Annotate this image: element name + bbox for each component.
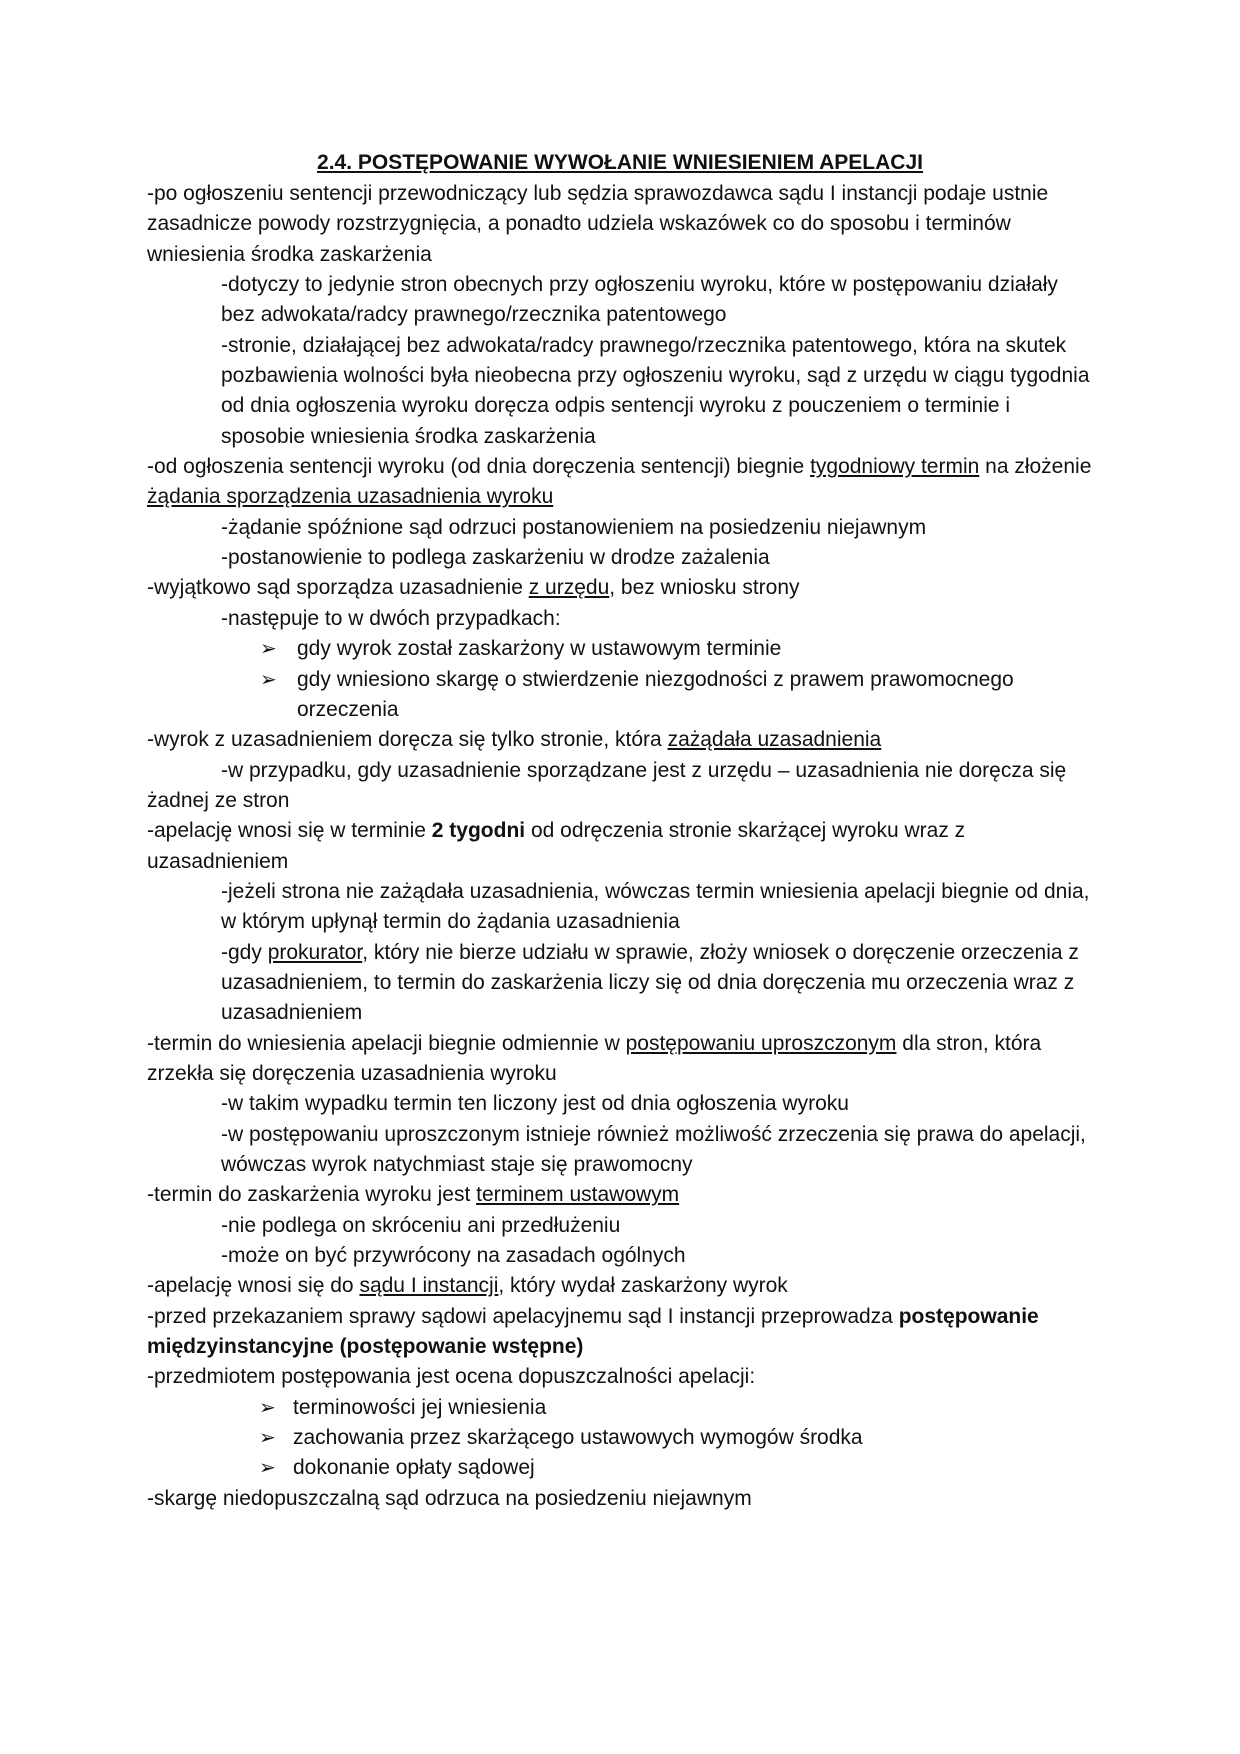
text-run: -termin do wniesienia apelacji biegnie odmiennie w (147, 1031, 626, 1055)
text-run: -termin do zaskarżenia wyroku jest (147, 1183, 477, 1207)
underlined-term: postępowaniu uproszczonym (625, 1031, 897, 1055)
underlined-term: zażądała uzasadnienia (667, 728, 882, 752)
text-run: , bez wniosku strony (609, 576, 800, 600)
bold-term: postępowanie międzyinstancyjne (postępowanie wstępne) (147, 1304, 1039, 1359)
indented-paragraph: -stronie, działającej bez adwokata/radcy prawnego/rzecznika patentowego, która na skutek pozbawienia wolności była nieobecna przy ogłoszeniu wyroku, sąd z urzędu w ciągu tygodnia od dnia ogłoszenia wyroku doręcza odpis sentencji wyroku z pouczeniem o terminie i sposobie wniesienia środka zaskarżenia (221, 333, 1090, 448)
bullet-item (147, 1393, 1097, 1423)
indented-paragraph (147, 938, 1097, 1029)
indented-paragraph: -żądanie spóźnione sąd odrzuci postanowieniem na posiedzeniu niejawnym (221, 515, 927, 539)
text-run: -przed przekazaniem sprawy sądowi apelacyjnemu sąd I instancji przeprowadza (147, 1304, 899, 1328)
indented-paragraph: -w przypadku, gdy uzasadnienie sporządzane jest z urzędu – uzasadnienia nie doręcza się żadnej ze stron (147, 758, 1067, 812)
text-run: , który wydał zaskarżony wyrok (498, 1274, 788, 1298)
arrow-bullet-icon: ➢ (259, 1427, 276, 1450)
paragraph (147, 573, 1097, 603)
text-run: , który nie bierze udziału w sprawie, złoży wniosek o doręczenie orzeczenia z uzasadnieniem, to termin do zaskarżenia liczy się od dnia doręczenia mu orzeczenia wraz z uzasadnieniem (221, 940, 1079, 1025)
underlined-term: tygodniowy termin (810, 455, 980, 479)
arrow-bullet-icon: ➢ (259, 1457, 276, 1480)
bullet-item (147, 1453, 1097, 1483)
paragraph (147, 452, 1097, 513)
indented-paragraph: -jeżeli strona nie zażądała uzasadnienia, wówczas termin wniesienia apelacji biegnie od dnia, w którym upłynął termin do żądania uzasadnienia (221, 879, 1090, 934)
underlined-term: z urzędu (528, 576, 610, 600)
section-title: 2.4. POSTĘPOWANIE WYWOŁANIE WNIESIENIEM APELACJI (317, 151, 923, 174)
bullet-text: gdy wniesiono skargę o stwierdzenie niezgodności z prawem prawomocnego orzeczenia (297, 667, 1014, 721)
bullet-item (147, 634, 1097, 664)
text-run: -apelację wnosi się do (147, 1274, 360, 1298)
text-run: -wyjątkowo sąd sporządza uzasadnienie (147, 576, 529, 600)
paragraph (147, 1180, 1097, 1210)
bold-term: 2 tygodni (431, 819, 526, 843)
paragraph: -przedmiotem postępowania jest ocena dopuszczalności apelacji: (147, 1365, 756, 1389)
indented-paragraph: -nie podlega on skróceniu ani przedłużeniu (221, 1213, 621, 1237)
text-run: -apelację wnosi się w terminie (147, 819, 432, 843)
indented-paragraph: -dotyczy to jedynie stron obecnych przy ogłoszeniu wyroku, które w postępowaniu działały bez adwokata/radcy prawnego/rzecznika patentowego (221, 273, 1058, 327)
text-run: -od ogłoszenia sentencji wyroku (od dnia doręczenia sentencji) biegnie (147, 455, 811, 479)
indented-paragraph: -w postępowaniu uproszczonym istnieje również możliwość zrzeczenia się prawa do apelacji, wówczas wyrok natychmiast staje się prawomocny (221, 1122, 1086, 1176)
text-run: dla stron, która zrzekła się doręczenia uzasadnienia wyroku (147, 1031, 1042, 1085)
paragraph (147, 1271, 1097, 1301)
indented-paragraph: -następuje to w dwóch przypadkach: (221, 606, 561, 630)
text-run: od odręczenia stronie skarżącej wyroku wraz z uzasadnieniem (147, 819, 966, 873)
paragraph (147, 816, 1097, 877)
underlined-term: żądania sporządzenia uzasadnienia wyroku (147, 485, 554, 509)
arrow-bullet-icon: ➢ (260, 668, 277, 691)
text-run: -wyrok z uzasadnieniem doręcza się tylko stronie, która (147, 728, 668, 752)
text-run: -gdy (221, 940, 268, 964)
text-run: na złożenie (979, 455, 1092, 479)
document-body (147, 179, 1097, 1514)
paragraph (147, 725, 1097, 755)
bullet-item (147, 1423, 1097, 1453)
bullet-item (147, 665, 1097, 726)
indented-paragraph: -postanowienie to podlega zaskarżeniu w drodze zażalenia (221, 546, 770, 570)
indented-paragraph: -w takim wypadku termin ten liczony jest od dnia ogłoszenia wyroku (221, 1092, 849, 1116)
indented-paragraph: -może on być przywrócony na zasadach ogólnych (221, 1244, 686, 1268)
underlined-term: terminem ustawowym (476, 1183, 680, 1207)
bullet-text: zachowania przez skarżącego ustawowych wymogów środka (293, 1426, 863, 1450)
bullet-text: dokonanie opłaty sądowej (293, 1456, 535, 1480)
bullet-text: gdy wyrok został zaskarżony w ustawowym terminie (297, 637, 782, 661)
paragraph (147, 1029, 1097, 1090)
paragraph (147, 1302, 1097, 1363)
paragraph: -skargę niedopuszczalną sąd odrzuca na posiedzeniu niejawnym (147, 1486, 752, 1510)
bullet-text: terminowości jej wniesienia (293, 1395, 547, 1419)
arrow-bullet-icon: ➢ (260, 638, 277, 661)
arrow-bullet-icon: ➢ (259, 1396, 276, 1419)
paragraph: -po ogłoszeniu sentencji przewodniczący lub sędzia sprawozdawca sądu I instancji podaje ustnie zasadnicze powody rozstrzygnięcia, a ponadto udziela wskazówek co do sposobu i terminów wniesienia środka zaskarżenia (147, 182, 1049, 266)
underlined-term: sądu I instancji (359, 1274, 499, 1298)
underlined-term: prokurator (267, 940, 363, 964)
